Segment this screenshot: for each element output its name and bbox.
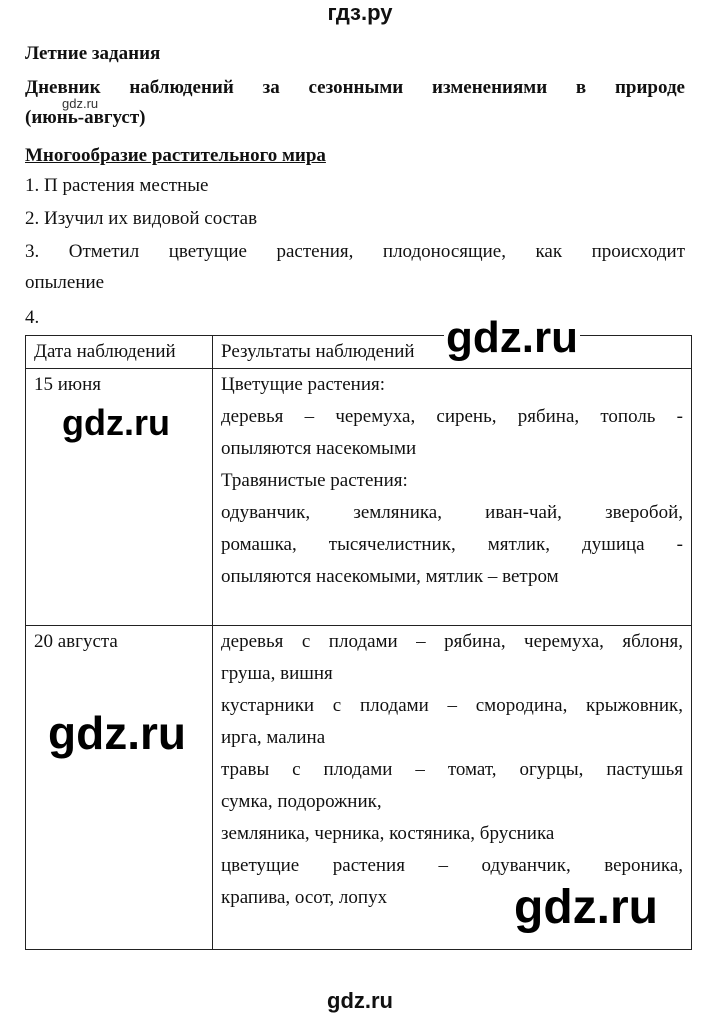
row2-line: крапива, осот, лопух — [221, 887, 388, 908]
header-results: Результаты наблюдений — [213, 336, 692, 369]
site-header: гдз.ру — [327, 0, 393, 25]
item-3-line2: опыление — [25, 272, 105, 293]
row1-line: Цветущие растения: — [221, 374, 386, 395]
diary-title-line2: (июнь-август) — [25, 107, 146, 128]
table-header-row — [26, 336, 692, 369]
row2-line: кустарники с плодами – смородина, крыжовник, — [221, 695, 683, 716]
watermark-3: gdz.ru — [48, 707, 186, 759]
diary-title-line1: Дневник наблюдений за сезонными изменениями в природе — [25, 77, 685, 98]
row1-line: деревья – черемуха, сирень, рябина, тополь - — [221, 406, 683, 427]
item-3-line1: 3. Отметил цветущие растения, плодоносящие, как происходит — [25, 241, 685, 262]
row1-line: одуванчик, земляника, иван-чай, зверобой, — [221, 502, 683, 523]
row2-line: сумка, подорожник, — [221, 791, 382, 812]
row2-line: деревья с плодами – рябина, черемуха, яблоня, — [221, 631, 683, 652]
site-footer: gdz.ru — [327, 988, 393, 1013]
item-4: 4. — [25, 307, 40, 328]
row1-line: опыляются насекомыми, мятлик – ветром — [221, 566, 559, 587]
row1-results — [213, 369, 692, 626]
watermark-4: gdz.ru — [514, 881, 658, 934]
row1-line: опыляются насекомыми — [221, 438, 417, 459]
row2-date: 20 августа — [26, 626, 213, 950]
item-2: 2. Изучил их видовой состав — [25, 208, 258, 229]
watermark-small: gdz.ru — [62, 96, 99, 111]
subtitle: Многообразие растительного мира — [25, 145, 326, 166]
row1-line: Травянистые растения: — [221, 470, 408, 491]
row1-date: 15 июня — [26, 369, 213, 626]
watermark-2: gdz.ru — [62, 402, 170, 443]
item-1: 1. П растения местные — [25, 175, 209, 196]
row2-line: земляника, черника, костяника, брусника — [221, 823, 555, 844]
row2-line: цветущие растения – одуванчик, вероника, — [221, 855, 683, 876]
header-date: Дата наблюдений — [26, 336, 213, 369]
row2-line: ирга, малина — [221, 727, 326, 748]
watermark-1: gdz.ru — [446, 313, 578, 362]
section-title: Летние задания — [25, 43, 161, 64]
row1-line: ромашка, тысячелистник, мятлик, душица - — [221, 534, 683, 555]
row2-line: травы с плодами – томат, огурцы, пастушья — [221, 759, 683, 780]
row2-line: груша, вишня — [221, 663, 333, 684]
